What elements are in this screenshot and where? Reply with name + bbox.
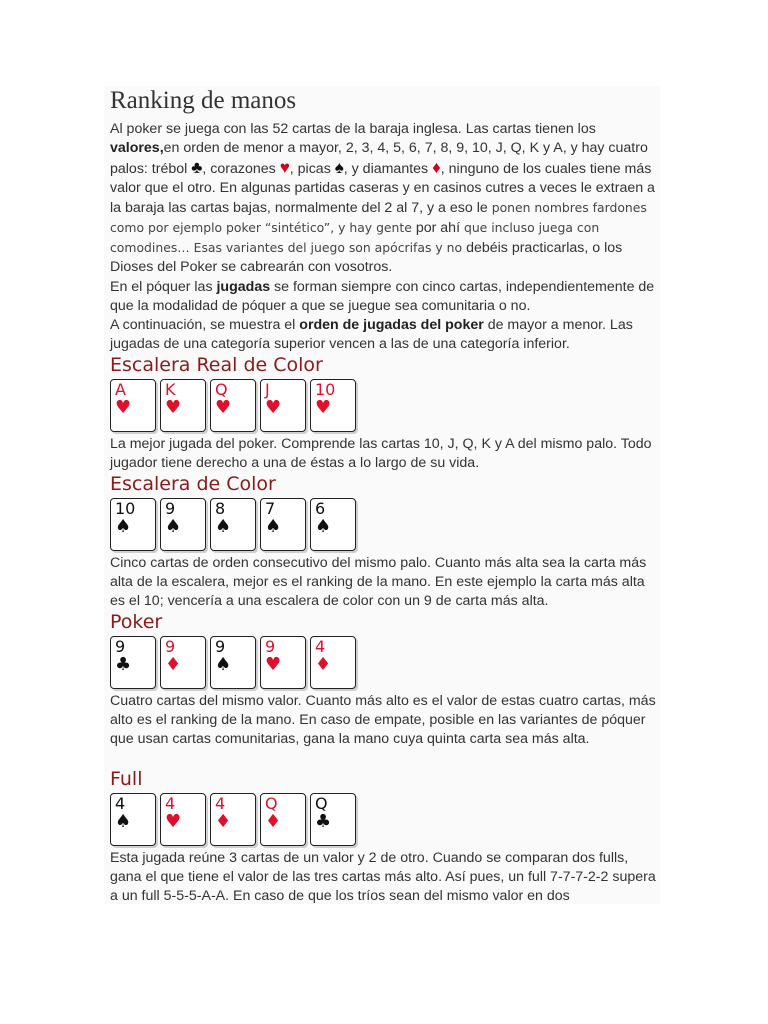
spade-icon: ♠	[115, 516, 132, 537]
hand-poker	[110, 636, 356, 692]
jugadas-paragraph	[110, 278, 656, 316]
club-icon: ♣	[115, 654, 132, 675]
card-rank: 4	[115, 794, 126, 813]
playing-card	[260, 498, 306, 551]
card-rank: 9	[165, 637, 176, 656]
playing-card	[260, 793, 306, 846]
intro-text: por ahí	[415, 220, 461, 236]
diamond-icon: ♦	[265, 811, 282, 832]
card-rank: 9	[215, 637, 226, 656]
card-rank: 4	[215, 794, 226, 813]
club-icon: ♣	[315, 811, 332, 832]
intro-text: , y diamantes	[343, 161, 433, 177]
card-rank: 9	[115, 637, 126, 656]
section-heading-poker: Poker	[110, 611, 163, 633]
card-rank: K	[165, 380, 176, 399]
playing-card	[310, 379, 356, 432]
intro-text: en orden de menor a mayor, 2, 3, 4, 5, 6, 7, 8, 9, 10, J, Q, K y A, y hay cuatro palos: trébol	[110, 140, 648, 177]
spade-icon: ♠	[265, 516, 282, 537]
playing-card	[110, 636, 156, 689]
diamond-icon: ♦	[165, 654, 182, 675]
spade-icon: ♠	[165, 516, 182, 537]
bold-jugadas: jugadas	[216, 279, 271, 295]
card-rank: 7	[265, 499, 276, 518]
diamond-icon: ♦	[432, 158, 441, 177]
playing-card	[210, 498, 256, 551]
spade-icon: ♠	[315, 516, 332, 537]
card-rank: 8	[215, 499, 226, 518]
paragraph-text: de mayor a menor. Las jugadas de una categoría superior vencen a las de una categoría inferior.	[110, 317, 633, 352]
intro-paragraph	[110, 120, 656, 277]
card-rank: Q	[215, 380, 228, 399]
playing-card	[260, 379, 306, 432]
hand-full	[110, 793, 356, 849]
heart-icon: ♥	[315, 397, 332, 418]
club-icon: ♣	[191, 158, 203, 177]
card-rank: 10	[115, 499, 136, 518]
heart-icon: ♥	[165, 397, 182, 418]
card-rank: 9	[165, 499, 176, 518]
section-text-full: Esta jugada reúne 3 cartas de un valor y 2 de otro. Cuando se comparan dos fulls, gana el que tiene el valor de las tres cartas más alto. Así pues, un full 7-7-7-2-2 supera a un full 5-5-5-A-A. En caso de que los tríos sean del mismo valor en dos	[110, 850, 656, 904]
heart-icon: ♥	[115, 397, 132, 418]
card-rank: Q	[315, 794, 328, 813]
heart-icon: ♥	[265, 654, 282, 675]
hand-escalera-color	[110, 498, 356, 554]
card-rank: 10	[315, 380, 336, 399]
card-rank: A	[115, 380, 126, 399]
spade-icon: ♠	[115, 811, 132, 832]
card-rank: 9	[265, 637, 276, 656]
intro-text: debéis practicarlas, o los Dioses del Poker se cabrearán con vosotros.	[110, 240, 623, 275]
playing-card	[110, 793, 156, 846]
playing-card	[210, 379, 256, 432]
card-rank: J	[265, 380, 270, 399]
spade-icon: ♠	[334, 158, 344, 177]
page-title: Ranking de manos	[110, 87, 297, 114]
section-text-escalera-color: Cinco cartas de orden consecutivo del mismo palo. Cuanto más alta sea la carta más alta de la escalera, mejor es el ranking de la mano. En este ejemplo la carta más alta es el 10; vencería a una escalera de color con un 9 de carta más alta.	[110, 555, 647, 609]
intro-small-text: ponen nombres fardones como por ejemplo poker “sintético”, y hay gente	[110, 200, 647, 235]
intro-text: , picas	[289, 161, 335, 177]
heart-icon: ♥	[265, 397, 282, 418]
section-text-escalera-real: La mejor jugada del poker. Comprende las cartas 10, J, Q, K y A del mismo palo. Todo jugador tiene derecho a una de éstas a lo largo de su vida.	[110, 436, 652, 471]
section-text-poker: Cuatro cartas del mismo valor. Cuanto más alto es el valor de estas cuatro cartas, más alto es el ranking de la mano. En caso de empate, posible en las variantes de póquer que usan cartas comunitarias, gana la mano cuya quinta carta sea más alta.	[110, 693, 656, 747]
playing-card	[160, 498, 206, 551]
heart-icon: ♥	[215, 397, 232, 418]
section-heading-escalera-color: Escalera de Color	[110, 473, 276, 495]
diamond-icon: ♦	[315, 654, 332, 675]
paragraph-text: En el póquer las	[110, 279, 217, 295]
heart-icon: ♥	[165, 811, 182, 832]
playing-card	[110, 379, 156, 432]
playing-card	[110, 498, 156, 551]
card-rank: 6	[315, 499, 326, 518]
card-rank: Q	[265, 794, 278, 813]
hand-escalera-real	[110, 379, 356, 435]
section-heading-full: Full	[110, 768, 143, 790]
intro-bold-valores: valores,	[110, 140, 164, 156]
playing-card	[210, 636, 256, 689]
card-rank: 4	[315, 637, 326, 656]
spade-icon: ♠	[215, 654, 232, 675]
paragraph-text: se forman siempre con cinco cartas, independientemente de que la modalidad de póquer a que se juegue sea comunitaria o no.	[110, 279, 655, 314]
card-rank: 4	[165, 794, 176, 813]
paragraph-text: A continuación, se muestra el	[110, 317, 300, 333]
playing-card	[310, 793, 356, 846]
spade-icon: ♠	[215, 516, 232, 537]
heart-icon: ♥	[279, 158, 290, 177]
playing-card	[310, 498, 356, 551]
intro-text: , corazones	[202, 161, 280, 177]
playing-card	[260, 636, 306, 689]
bold-orden-jugadas: orden de jugadas del poker	[299, 317, 484, 333]
playing-card	[310, 636, 356, 689]
intro-small-text: que incluso juega con comodines… Esas variantes del juego son apócrifas y no	[110, 220, 600, 255]
playing-card	[210, 793, 256, 846]
playing-card	[160, 636, 206, 689]
diamond-icon: ♦	[215, 811, 232, 832]
order-paragraph	[110, 316, 656, 354]
document-page	[104, 86, 660, 904]
intro-text: Al poker se juega con las 52 cartas de la baraja inglesa. Las cartas tienen los	[110, 121, 596, 137]
section-heading-escalera-real: Escalera Real de Color	[110, 354, 323, 376]
playing-card	[160, 793, 206, 846]
intro-text: , ninguno de los cuales tiene más valor que el otro. En algunas partidas caseras y en casinos cutres a veces le extraen a la baraja las cartas bajas, normalmente del 2 al 7, y a eso le	[110, 161, 655, 216]
playing-card	[160, 379, 206, 432]
